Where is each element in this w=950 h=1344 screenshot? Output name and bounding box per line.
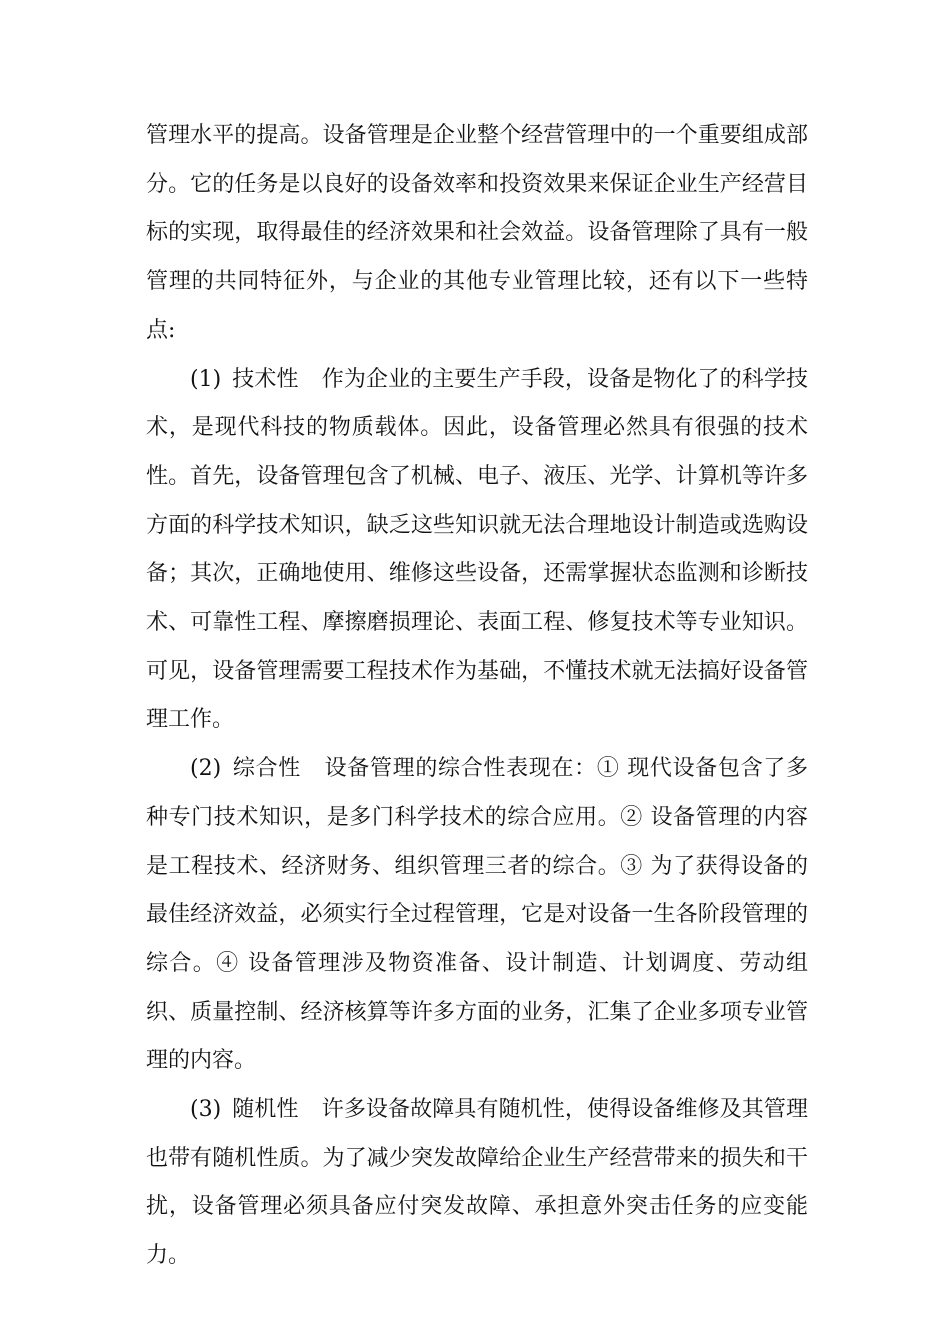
paragraph-technical (146, 356, 808, 746)
paragraph-comprehensive (146, 745, 808, 1086)
item-number: (2) (190, 756, 222, 782)
paragraph-text: 管理水平的提高。设备管理是企业整个经营管理中的一个重要组成部分。它的任务是以良好的设备效率和投资效果来保证企业生产经营目标的实现，取得最佳的经济效果和社会效益。设备管理除了具有一般管理的共同特征外，与企业的其他专业管理比较，还有以下一些特点: (146, 123, 808, 343)
paragraph-random (146, 1086, 808, 1281)
item-heading: 随机性 (232, 1097, 299, 1123)
item-heading: 技术性 (232, 366, 299, 392)
item-heading: 综合性 (232, 756, 301, 782)
paragraph-text: 许多设备故障具有随机性，使得设备维修及其管理也带有随机性质。为了减少突发故障给企业生产经营带来的损失和干扰，设备管理必须具备应付突发故障、承担意外突击任务的应变能力。 (146, 1097, 808, 1269)
paragraph-intro (146, 112, 808, 356)
item-number: (1) (190, 366, 222, 392)
paragraph-text: 作为企业的主要生产手段，设备是物化了的科学技术，是现代科技的物质载体。因此，设备管理必然具有很强的技术性。首先，设备管理包含了机械、电子、液压、光学、计算机等许多方面的科学技术知识，缺乏这些知识就无法合理地设计制造或选购设备；其次，正确地使用、维修这些设备，还需掌握状态监测和诊断技术、可靠性工程、摩擦磨损理论、表面工程、修复技术等专业知识。可见，设备管理需要工程技术作为基础，不懂技术就无法搞好设备管理工作。 (146, 366, 808, 733)
paragraph-text: 设备管理的综合性表现在：① 现代设备包含了多种专门技术知识，是多门科学技术的综合应用。② 设备管理的内容是工程技术、经济财务、组织管理三者的综合。③ 为了获得设备的最佳经济效益，必须实行全过程管理，它是对设备一生各阶段管理的综合。④ 设备管理涉及物资准备、设计制造、计划调度、劳动组织、质量控制、经济核算等许多方面的业务，汇集了企业多项专业管理的内容。 (146, 756, 808, 1074)
item-number: (3) (190, 1097, 222, 1123)
document-page (146, 112, 808, 1281)
